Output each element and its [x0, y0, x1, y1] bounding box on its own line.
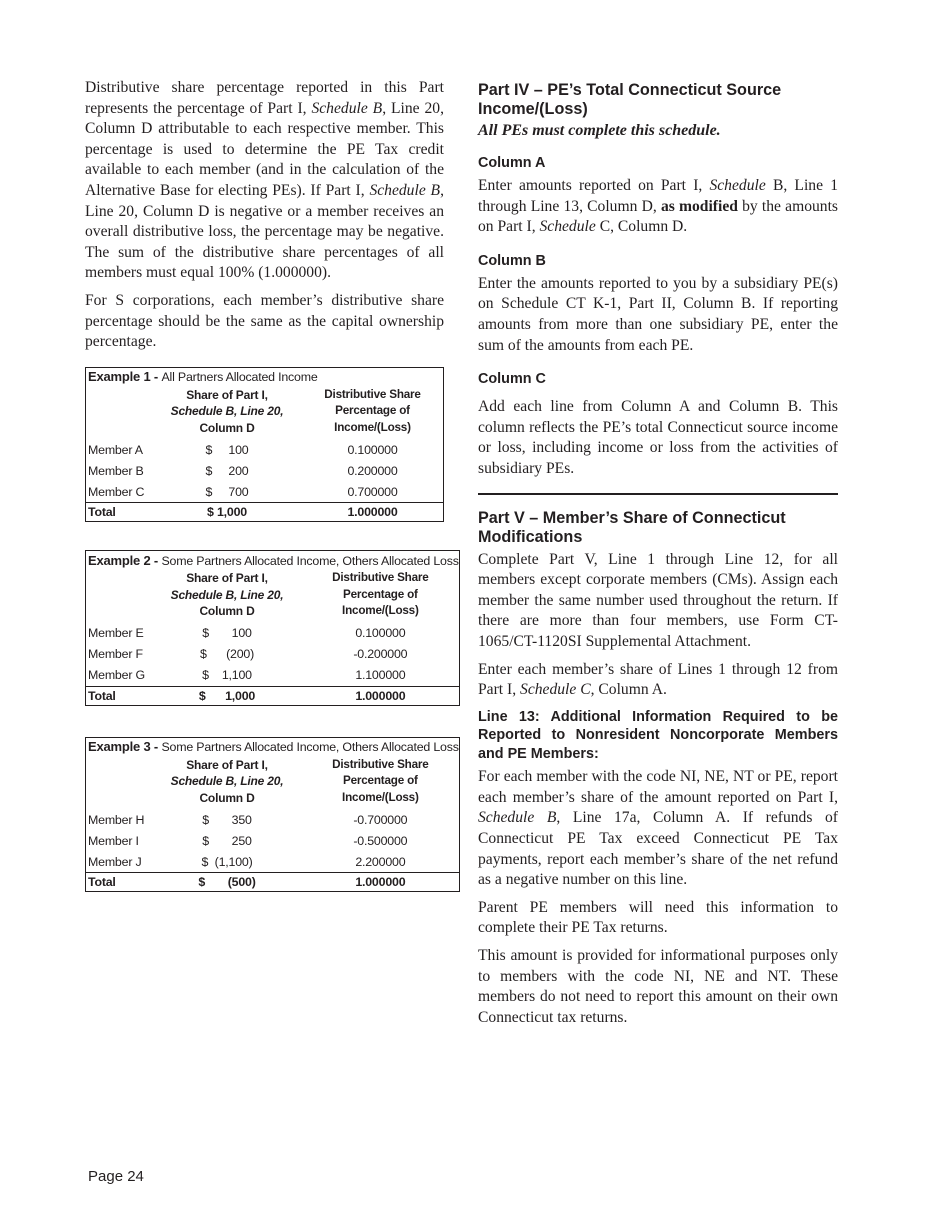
example-1-label: Example 1 -: [88, 369, 162, 385]
distributive-column-header: Distributive Share Percentage of Income/(Loss): [324, 387, 421, 434]
table-row: Member H $ 350 -0.700000: [88, 812, 408, 827]
table-row: Member I $ 250 -0.500000: [88, 833, 408, 848]
s-corporation-paragraph: For S corporations, each member’s distributive share percentage should be the same as the capital ownership percentage.: [85, 291, 444, 351]
line-13-paragraph-3: This amount is provided for informational purposes only to members with the code NI, NE and NT. These members do not need to report this amount on their own Connecticut tax returns.: [478, 946, 838, 1026]
total-row: Total $ (500) 1.000000: [86, 873, 460, 892]
line-13-paragraph-2: Parent PE members will need this information to complete their PE Tax returns.: [478, 898, 838, 937]
column-a-text: Enter amounts reported on Part I, Schedule B, Line 1 through Line 13, Column D, as modified by the amounts on Part I, Schedule C, Column D.: [478, 177, 838, 236]
column-b-text: Enter the amounts reported to you by a subsidiary PE(s) on Schedule CT K-1, Part II, Column B. If reporting amounts from more than one subsidiary PE, enter the sum of the amounts from each PE.: [478, 274, 838, 354]
distributive-column-header: Distributive Share Percentage of Income/(Loss): [332, 757, 429, 804]
right-column: [478, 81, 838, 1028]
share-column-header: Share of Part I, Schedule B, Line 20, Column D: [170, 387, 284, 435]
column-c-heading: Column C: [478, 371, 546, 388]
example-1-table: [85, 367, 444, 523]
part-v-paragraph-1: Complete Part V, Line 1 through Line 12, for all members except corporate members (CMs). Assign each member the same number used throughout the return. If there are more than four members, use Form CT-1065/CT-1120SI Supplemental Attachment.: [478, 550, 838, 650]
example-3-subtitle: Some Partners Allocated Income, Others Allocated Loss: [161, 740, 459, 755]
example-1-subtitle: All Partners Allocated Income: [161, 370, 318, 385]
share-column-header: Share of Part I, Schedule B, Line 20, Column D: [170, 757, 284, 805]
line-13-heading: Line 13: Additional Information Required to be Reported to Nonresident Noncorporate Members and PE Members:: [478, 708, 838, 762]
part-v-paragraph-2: Enter each member’s share of Lines 1 through 12 from Part I, Schedule C, Column A.: [478, 660, 838, 699]
example-2-subtitle: Some Partners Allocated Income, Others Allocated Loss: [161, 553, 459, 568]
table-row: Member B $ 200 0.200000: [88, 463, 398, 478]
column-b-heading: Column B: [478, 252, 546, 269]
total-row: Total $ 1,000 1.000000: [86, 503, 444, 522]
example-3-table: [85, 737, 460, 893]
column-a-heading: Column A: [478, 155, 546, 171]
example-3-label: Example 3 -: [88, 739, 162, 755]
share-column-header: Share of Part I, Schedule B, Line 20, Column D: [170, 571, 284, 619]
distributive-share-paragraph: Distributive share percentage reported in this Part represents the percentage of Part I, Schedule B, Line 20, Column D attributable to each respective member. This percentage is used to determine the PE Tax credit available to each member (and in the calculation of the Alternative Base for electing PEs). If Part I, Schedule B, Line 20, Column D is negative or a member receives an overall distributive loss, the percentage may be negative. The sum of the distributive share percentages of all members must equal 100% (1.000000).: [85, 79, 444, 282]
distributive-column-header: Distributive Share Percentage of Income/(Loss): [332, 571, 429, 618]
table-row: Member F $ (200) -0.200000: [88, 647, 408, 662]
example-2-label: Example 2 -: [88, 552, 162, 568]
table-row: Member E $ 100 0.100000: [88, 626, 406, 641]
total-row: Total $ 1,000 1.000000: [86, 686, 460, 705]
part-v-heading: Part V – Member’s Share of Connecticut Modifications: [478, 508, 786, 546]
page-number: Page 24: [88, 1168, 144, 1185]
table-row: Member C $ 700 0.700000: [88, 484, 398, 499]
table-row: Member A $ 100 0.100000: [88, 442, 398, 457]
table-row: Member J $ (1,100) 2.200000: [88, 854, 406, 869]
table-row: Member G $ 1,100 1.100000: [88, 668, 406, 683]
left-column: [85, 78, 459, 892]
section-divider: [478, 493, 838, 495]
part-iv-note: All PEs must complete this schedule.: [478, 122, 721, 139]
part-iv-heading: Part IV – PE’s Total Connecticut Source Income/(Loss): [478, 81, 782, 118]
example-2-table: [85, 550, 460, 706]
line-13-paragraph-1: For each member with the code NI, NE, NT or PE, report each member’s share of the amount reported on Part I, Schedule B, Line 17a, Column A. If refunds of Connecticut PE Tax exceed Connecticut PE Tax payments, report each member’s share of the net refund as a negative number on this line.: [478, 768, 838, 889]
column-c-text: Add each line from Column A and Column B. This column reflects the PE’s total Connecticut source income or loss, including income or loss from the activities of subsidiary PEs.: [478, 398, 838, 477]
